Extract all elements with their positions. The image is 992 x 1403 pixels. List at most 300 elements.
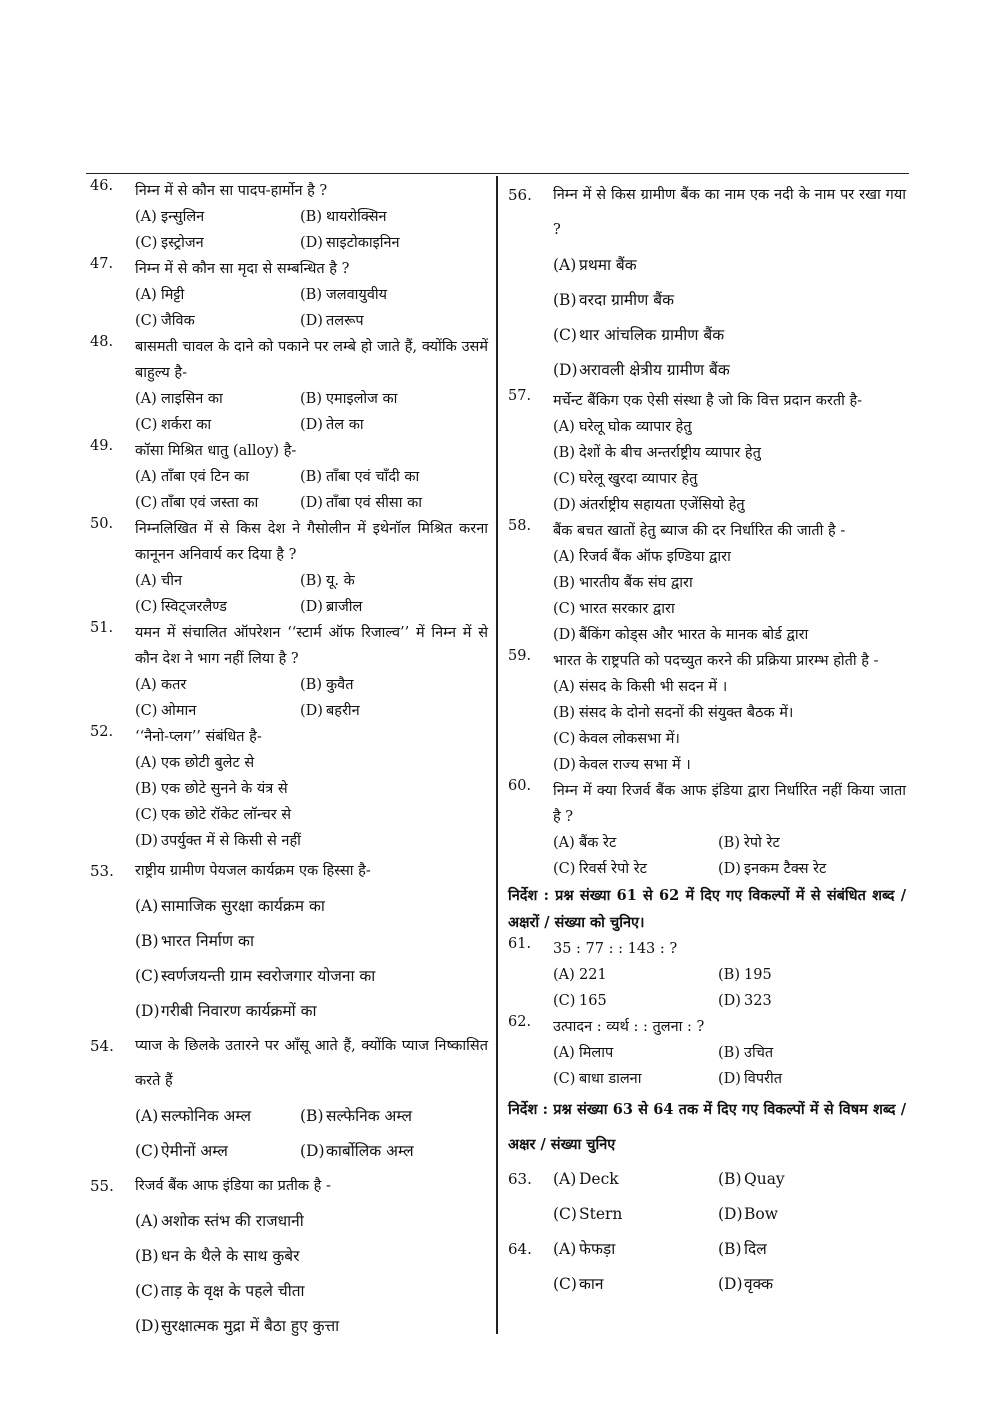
instruction-note: निर्देश : प्रश्न संख्या 63 से 64 तक में दिए गए विकल्पों में से विषम शब्द / अक्षर / संख्या चुनिए [508,1101,906,1153]
question-48 [90,334,488,438]
option-text: ताँबा एवं टिन का [161,469,249,485]
option-label: (A) [553,419,575,435]
options [553,544,906,648]
option [718,1232,883,1267]
option [553,248,906,283]
option-text: रेपो रेट [744,835,780,851]
option-text: कुवैत [326,677,354,693]
options [135,889,488,1029]
options [135,672,488,724]
option-text: थार आंचलिक ग्रामीण बैंक [579,326,725,344]
option-text: 195 [744,967,772,983]
option-label: (C) [135,235,158,251]
option [553,1232,718,1267]
option-row [553,353,906,388]
option [718,830,883,856]
option-label: (C) [553,731,576,747]
option-label: (C) [553,471,576,487]
question-text: कॉसा मिश्रित धातु (alloy) है- [135,443,297,459]
option [553,1040,718,1066]
question-text: प्याज के छिलके उतारने पर आँसू आते हैं, क्योंकि प्याज निष्कासित करते हैं [135,1038,488,1089]
option-label: (B) [300,573,322,589]
option-label: (D) [718,1071,741,1087]
option [135,568,300,594]
top-rule [86,173,909,174]
question-text: निम्न में क्या रिजर्व बैंक आफ इंडिया द्वारा निर्धारित नहीं किया जाता है ? [553,783,906,825]
question-number: 58. [508,518,532,534]
option-text: प्रथमा बैंक [579,256,637,274]
option-label: (C) [135,313,158,329]
option-label: (A) [135,209,157,225]
option-row [135,594,488,620]
question-49 [90,438,488,516]
option-row [135,230,488,256]
question-number: 55. [90,1177,114,1195]
option-text: फेफड़ा [579,1240,616,1258]
option [553,1162,718,1197]
option-row [135,412,488,438]
option [135,828,488,854]
option-text: चीन [161,573,183,589]
option-label: (D) [135,1002,160,1020]
question-46 [90,178,488,256]
option-row [135,959,488,994]
option-text: दिल [744,1240,767,1258]
question-59 [508,648,906,778]
option-text: Quay [744,1170,785,1188]
option [135,750,488,776]
option [718,962,883,988]
option-text: केवल लोकसभा में। [579,731,680,747]
option-row [553,830,906,856]
option-row [135,204,488,230]
option [300,594,465,620]
options [553,248,906,388]
option-row [553,248,906,283]
option-row [553,596,906,622]
option [300,282,465,308]
right-column [508,178,906,1302]
option [300,308,465,334]
option [553,414,906,440]
option-row [553,1162,906,1197]
options [135,1204,488,1344]
option-row [553,283,906,318]
question-text: ‘‘नैनो-प्लग’’ संबंधित है- [135,729,262,745]
option [553,440,906,466]
options [553,962,906,1014]
option-text: 323 [744,993,772,1009]
option [553,544,906,570]
option [135,464,300,490]
question-number: 60. [508,778,532,794]
option-label: (A) [135,469,157,485]
option [718,1197,883,1232]
option-label: (B) [718,1170,742,1188]
option-text: बैंकिंग कोड्स और भारत के मानक बोर्ड द्वारा [579,627,809,643]
question-number: 56. [508,186,532,204]
options [553,674,906,778]
option-row [135,490,488,516]
option-label: (C) [135,417,158,433]
question-text: राष्ट्रीय ग्रामीण पेयजल कार्यक्रम एक हिस्सा है- [135,863,371,879]
option [135,994,488,1029]
option-label: (B) [718,1045,740,1061]
option-label: (D) [300,235,323,251]
option-label: (D) [300,1142,325,1160]
option-text: इस्ट्रोजन [161,235,204,251]
option-text: बैंक रेट [579,835,617,851]
option-row [135,282,488,308]
option [135,1309,488,1344]
question-number: 62. [508,1014,532,1030]
options [135,386,488,438]
options [135,464,488,516]
option-text: लाइसिन का [161,391,223,407]
question-text: बासमती चावल के दाने को पकाने पर लम्बे हो जाते हैं, क्योंकि उसमें बाहुल्य है- [135,339,488,381]
option-row [553,544,906,570]
question-number: 59. [508,648,532,664]
option [135,959,488,994]
option-text: Stern [579,1205,623,1223]
option-text: अंतर्राष्ट्रीय सहायता एजेंसियो हेतु [579,497,745,513]
option-row [135,1274,488,1309]
option-row [135,889,488,924]
option-row [135,802,488,828]
option [553,596,906,622]
option-text: बाधा डालना [579,1071,642,1087]
option-label: (B) [300,677,322,693]
option-label: (B) [718,835,740,851]
option-text: सामाजिक सुरक्षा कार्यक्रम का [161,897,325,915]
option-row [135,828,488,854]
option-text: स्वर्णजयन्ती ग्राम स्वरोजगार योजना का [161,967,376,985]
option-label: (D) [553,627,576,643]
option [553,1066,718,1092]
option [135,698,300,724]
option-text: संसद के दोनो सदनों की संयुक्त बैठक में। [579,705,794,721]
option [300,1099,465,1134]
option-row [135,568,488,594]
option-text: साइटोकाइनिन [326,235,400,251]
question-number: 57. [508,388,532,404]
option-label: (A) [553,679,575,695]
option [135,490,300,516]
option-text: कान [579,1275,604,1293]
option-label: (C) [553,1205,577,1223]
options [553,1232,906,1302]
option-text: अरावली क्षेत्रीय ग्रामीण बैंक [579,361,730,379]
option-label: (A) [135,1212,159,1230]
option-label: (C) [553,1275,577,1293]
option-label: (A) [553,1240,577,1258]
option-text: ताड़ के वृक्ष के पहले चीता [161,1282,305,1300]
option-text: यू. के [326,573,355,589]
option-text: इनकम टैक्स रेट [744,861,827,877]
option-text: स्विट्जरलैण्ड [161,599,227,615]
question-text: भारत के राष्ट्रपति को पदच्युत करने की प्रक्रिया प्रारम्भ होती है - [553,653,879,669]
option-row [553,414,906,440]
option-row [135,1204,488,1239]
options [135,204,488,256]
option-label: (C) [135,703,158,719]
option-text: ताँबा एवं जस्ता का [161,495,259,511]
option-text: शर्करा का [161,417,212,433]
option-row [553,622,906,648]
option-text: विपरीत [744,1071,783,1087]
question-text: निम्न में से कौन सा मृदा से सम्बन्धित है ? [135,261,350,277]
option [553,570,906,596]
question-text: उत्पादन : व्यर्थ : : तुलना : ? [553,1019,705,1035]
option-label: (B) [300,469,322,485]
option-label: (D) [300,599,323,615]
option-text: संसद के किसी भी सदन में । [579,679,728,695]
question-number: 51. [90,620,114,636]
option [300,386,465,412]
option-text: मिट्टी [161,287,185,303]
option-label: (C) [135,807,158,823]
option-label: (A) [135,573,157,589]
option [553,318,906,353]
option-row [553,962,906,988]
option-label: (D) [718,1275,743,1293]
option-label: (D) [553,497,576,513]
option-label: (B) [135,932,159,950]
question-64 [508,1232,906,1302]
options [135,568,488,620]
option [135,924,488,959]
option-text: घरेलू घोक व्यापार हेतु [579,419,692,435]
option [718,1066,883,1092]
option-row [135,308,488,334]
option [553,830,718,856]
option-text: थायरोक्सिन [326,209,387,225]
option-text: एक छोटे सुनने के यंत्र से [161,781,288,797]
option-label: (D) [718,993,741,1009]
option-row [135,386,488,412]
option [135,230,300,256]
option-text: रिवर्स रेपो रेट [579,861,647,877]
option-label: (B) [553,705,575,721]
option [718,1267,883,1302]
option-label: (B) [300,287,322,303]
option-row [553,726,906,752]
option-text: तलरूप [326,313,364,329]
option [135,412,300,438]
option-label: (D) [300,495,323,511]
option-label: (A) [553,1045,575,1061]
option-label: (C) [553,861,576,877]
option [718,1162,883,1197]
option-row [553,1040,906,1066]
option [300,230,465,256]
question-text: मर्चेन्ट बैंकिग एक ऐसी संस्था है जो कि वित्त प्रदान करती है- [553,393,863,409]
option [300,204,465,230]
question-text: निम्नलिखित में से किस देश ने गैसोलीन में इथेनॉल मिश्रित करना कानूनन अनिवार्य कर दिया है ? [135,521,488,563]
option-row [553,988,906,1014]
option [300,672,465,698]
option-text: ऐमीनों अम्ल [161,1142,228,1160]
option-row [553,318,906,353]
option-label: (B) [718,967,740,983]
option-text: उपर्युक्त में से किसी से नहीं [161,833,301,849]
option-label: (C) [135,495,158,511]
option-row [553,674,906,700]
option [300,698,465,724]
option [300,568,465,594]
question-53 [90,854,488,1029]
option-label: (B) [135,1247,159,1265]
option-label: (B) [553,291,577,309]
options [553,830,906,882]
question-54 [90,1029,488,1169]
option [553,353,906,388]
option [718,1040,883,1066]
option-label: (B) [553,575,575,591]
option [135,672,300,698]
option-label: (A) [135,897,159,915]
options [553,414,906,518]
options [135,750,488,854]
option-text: केवल राज्य सभा में । [579,757,691,773]
option [553,988,718,1014]
question-text: निम्न में से किस ग्रामीण बैंक का नाम एक नदी के नाम पर रखा गया ? [553,187,906,238]
option-row [135,1309,488,1344]
question-63 [508,1162,906,1232]
option [553,856,718,882]
option [135,1099,300,1134]
option-label: (D) [135,1317,160,1335]
option [553,700,906,726]
option [553,492,906,518]
option-row [553,1197,906,1232]
question-number: 47. [90,256,114,272]
question-58 [508,518,906,648]
option-row [553,466,906,492]
option-text: सुरक्षात्मक मुद्रा में बैठा हुए कुत्ता [161,1317,340,1335]
option-label: (B) [553,445,575,461]
option-label: (B) [718,1240,742,1258]
option-label: (C) [553,326,577,344]
question-47 [90,256,488,334]
option-label: (B) [300,1107,324,1125]
option-text: अशोक स्तंभ की राजधानी [161,1212,304,1230]
option-row [135,464,488,490]
question-number: 54. [90,1037,114,1055]
option [135,1274,488,1309]
option-text: एक छोटे रॉकेट लॉन्चर से [161,807,292,823]
option-label: (D) [718,861,741,877]
option-label: (D) [718,1205,743,1223]
option [553,283,906,318]
option [553,466,906,492]
option-text: जलवायुवीय [326,287,388,303]
option-row [135,750,488,776]
question-51 [90,620,488,724]
question-55 [90,1169,488,1344]
question-50 [90,516,488,620]
option [553,1197,718,1232]
option-label: (A) [135,1107,159,1125]
options [553,1162,906,1232]
column-divider [496,176,498,1334]
option-row [553,856,906,882]
option-row [135,1099,488,1134]
option [718,988,883,1014]
option-text: देशों के बीच अन्तर्राष्ट्रीय व्यापार हेतु [579,445,761,461]
option-text: 165 [579,993,607,1009]
question-number: 63. [508,1170,532,1188]
option [135,594,300,620]
option [553,962,718,988]
question-text: रिजर्व बैंक आफ इंडिया का प्रतीक है - [135,1178,331,1194]
option-row [135,924,488,959]
question-text: यमन में संचालित ऑपरेशन ‘‘स्टार्म ऑफ रिजाल्व’’ में निम्न में से कौन देश ने भाग नहीं लिया है ? [135,625,488,667]
option-label: (A) [553,1170,577,1188]
option [135,776,488,802]
option [300,412,465,438]
option-text: गरीबी निवारण कार्यक्रमों का [161,1002,317,1020]
option-label: (D) [300,417,323,433]
option-text: Bow [744,1205,778,1223]
option-row [553,1267,906,1302]
option-text: कतर [161,677,187,693]
question-60 [508,778,906,882]
option-text: एमाइलोज का [326,391,398,407]
option-text: ब्राजील [326,599,363,615]
option-label: (A) [553,967,575,983]
question-62 [508,1014,906,1092]
option [135,1239,488,1274]
option-label: (C) [135,1282,159,1300]
question-number: 49. [90,438,114,454]
question-number: 48. [90,334,114,350]
option [553,674,906,700]
option-label: (A) [553,256,577,274]
option-row [135,1239,488,1274]
option [553,1267,718,1302]
option-label: (A) [135,391,157,407]
options [135,1099,488,1169]
option [135,889,488,924]
option [718,856,883,882]
option-text: जैविक [161,313,195,329]
option-label: (A) [553,549,575,565]
option-text: वरदा ग्रामीण बैंक [579,291,675,309]
option-text: ओमान [161,703,197,719]
options [553,1040,906,1092]
option-label: (D) [553,757,576,773]
option-label: (C) [135,599,158,615]
option [300,1134,465,1169]
question-number: 52. [90,724,114,740]
option-text: वृक्क [744,1275,773,1293]
question-number: 53. [90,862,114,880]
question-text: बैंक बचत खातों हेतु ब्याज की दर निर्धारित की जाती है - [553,523,846,539]
question-56 [508,178,906,388]
option [300,490,465,516]
options [135,282,488,334]
option [300,464,465,490]
question-52 [90,724,488,854]
option-text: भारत सरकार द्वारा [579,601,675,617]
option-label: (C) [553,601,576,617]
option [135,1204,488,1239]
option-label: (A) [553,835,575,851]
option-text: इन्सुलिन [161,209,205,225]
option-label: (C) [135,967,159,985]
option [135,204,300,230]
